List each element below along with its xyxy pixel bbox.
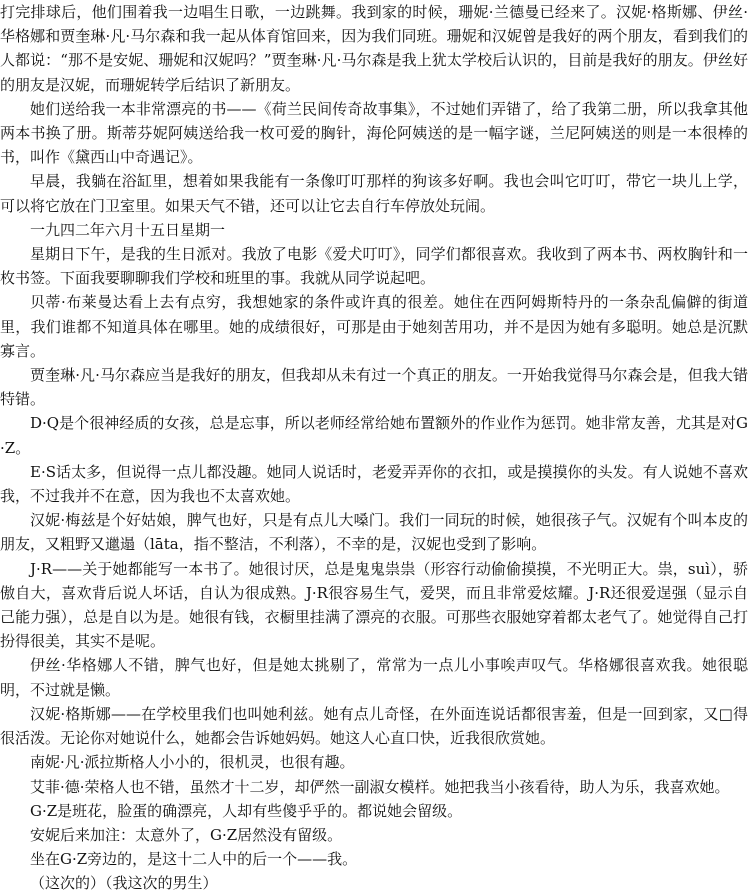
paragraph: 伊丝·华格娜人不错，脾气也好，但是她太挑剔了，常常为一点儿小事唉声叹气。华格娜很喜欢我。她很聪明，不过就是懒。 <box>0 656 748 699</box>
paragraph: （这次的）（我这次的男生） <box>30 874 218 893</box>
paragraph: 南妮·凡·派拉斯格人小小的，很机灵，也很有趣。 <box>30 753 355 772</box>
paragraph: 星期日下午，是我的生日派对。我放了电影《爱犬叮叮》，同学们都很喜欢。我收到了两本书、两枚胸针和一枚书签。下面我要聊聊我们学校和班里的事。我就从同学说起吧。 <box>0 245 748 288</box>
paragraph: 贝蒂·布莱曼达看上去有点穷，我想她家的条件或许真的很差。她住在西阿姆斯特丹的一条杂乱偏僻的街道里，我们谁都不知道具体在哪里。她的成绩很好，可那是由于她刻苦用功，并不是因为她有多聪明。她总是沉默寡言。 <box>0 293 748 360</box>
paragraph: E·S话太多，但说得一点儿都没趣。她同人说话时，老爱弄弄你的衣扣，或是摸摸你的头发。有人说她不喜欢我，不过我并不在意，因为我也不太喜欢她。 <box>0 462 748 506</box>
paragraph: 汉妮·格斯娜——在学校里我们也叫她利兹。她有点儿奇怪，在外面连说话都很害羞，但是一回到家，又□得很活泼。无论你对她说什么，她都会告诉她妈妈。她这人心直口快，近我很欣赏她。 <box>0 704 748 748</box>
paragraph: 安妮后来加注：太意外了，G·Z居然没有留级。 <box>30 825 343 844</box>
paragraph: 她们送给我一本非常漂亮的书——《荷兰民间传奇故事集》，不过她们弄错了，给了我第二册，所以我拿其他两本书换了册。斯蒂芬妮阿姨送给我一枚可爱的胸针，海伦阿姨送的是一幅字谜，兰尼阿姨送的则是一本很棒的书，叫作《黛西山中奇遇记》。 <box>0 99 748 167</box>
paragraph: G·Z是班花，脸蛋的确漂亮，人却有些傻乎乎的。都说她会留级。 <box>30 801 463 820</box>
paragraph: 汉妮·梅兹是个好姑娘，脾气也好，只是有点儿大嗓门。我们一同玩的时候，她很孩子气。汉妮有个叫本皮的朋友，又粗野又邋遢（lāta，指不整洁，不利落），不幸的是，汉妮也受到了影响。 <box>0 511 748 554</box>
paragraph: 坐在G·Z旁边的，是这十二人中的后一个——我。 <box>30 850 358 869</box>
diary-date-heading: 一九四二年六月十五日星期一 <box>30 220 226 239</box>
paragraph: D·Q是个很神经质的女孩，总是忘事，所以老师经常给她布置额外的作业作为惩罚。她非常友善，尤其是对G·Z。 <box>0 414 748 457</box>
paragraph: 艾菲·德·荣格人也不错，虽然才十二岁，却俨然一副淑女模样。她把我当小孩看待，助人为乐，我喜欢她。 <box>30 777 730 796</box>
paragraph: J·R——关于她都能写一本书了。她很讨厌，总是鬼鬼祟祟（形容行动偷偷摸摸，不光明正大。祟，suì），骄傲自大，喜欢背后说人坏话，自认为很成熟。J·R很容易生气，爱哭，而且非常爱炫耀。J·R还很爱逞强（显示自己能力强），总是自以为是。她很有钱，衣橱里挂满了漂亮的衣服。可那些衣服她穿着都太老气了。她觉得自己打扮得很美，其实不是呢。 <box>0 559 748 651</box>
paragraph: 早晨，我躺在浴缸里，想着如果我能有一条像叮叮那样的狗该多好啊。我也会叫它叮叮，带它一块儿上学，可以将它放在门卫室里。如果天气不错，还可以让它去自行车停放处玩闹。 <box>0 172 748 215</box>
paragraph: 贾奎琳·凡·马尔森应当是我好的朋友，但我却从未有过一个真正的朋友。一开始我觉得马尔森会是，但我大错特错。 <box>0 366 748 409</box>
paragraph: 打完排球后，他们围着我一边唱生日歌，一边跳舞。我到家的时候，珊妮·兰德曼已经来了。汉妮·格斯娜、伊丝·华格娜和贾奎琳·凡·马尔森和我一起从体育馆回来，因为我们同班。珊妮和汉妮曾是我好的两个朋友，看到我们的人都说：“那不是安妮、珊妮和汉妮吗？”贾奎琳·凡·马尔森是我上犹太学校后认识的，目前是我好的朋友。伊丝好的朋友是汉妮，而珊妮转学后结识了新朋友。 <box>0 3 748 94</box>
